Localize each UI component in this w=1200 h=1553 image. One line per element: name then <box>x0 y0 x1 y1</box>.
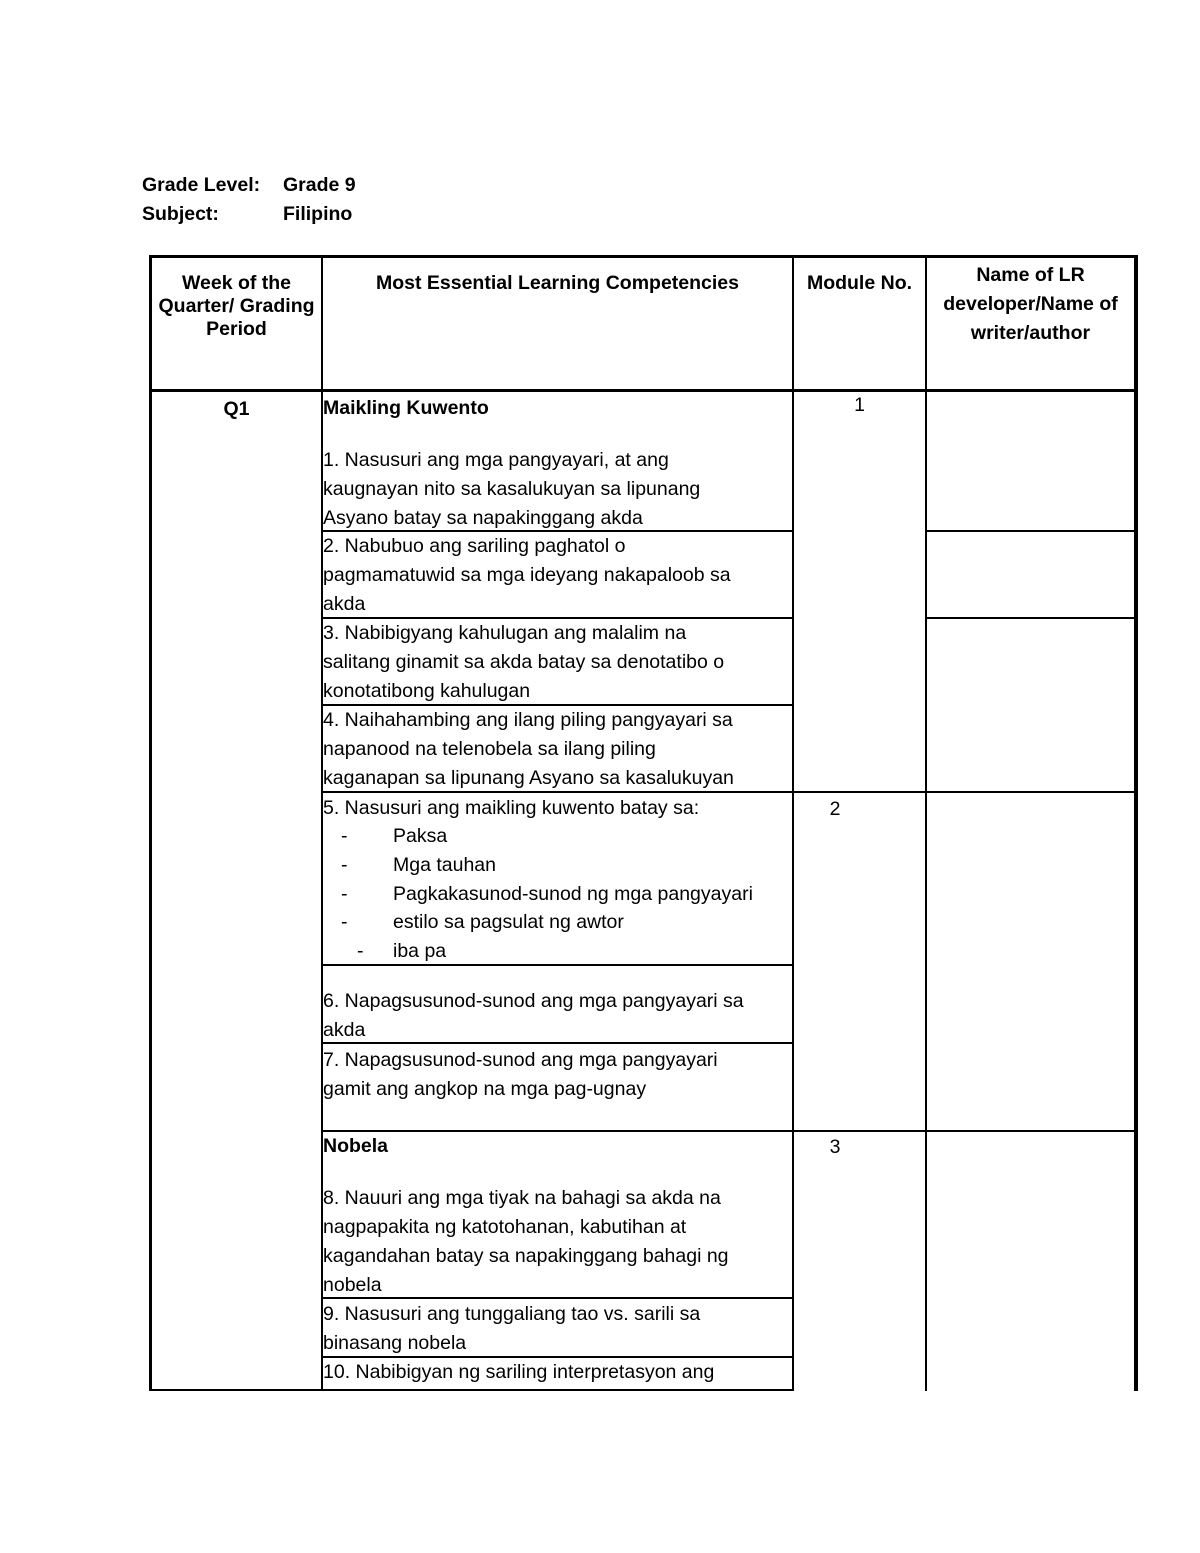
module-number: 1 <box>854 394 865 416</box>
competency-line: gamit ang angkop na mga pag-ugnay <box>323 1078 647 1100</box>
sublist-item: iba pa <box>393 940 447 962</box>
column-divider-3 <box>925 255 927 1391</box>
sublist-item: Mga tauhan <box>393 854 496 876</box>
competency-item <box>323 446 700 533</box>
section-title: Maikling Kuwento <box>323 397 489 419</box>
competency-line: kaugnayan nito sa kasalukuyan sa lipunang <box>323 478 701 500</box>
quarter-label: Q1 <box>223 398 250 420</box>
row-divider <box>925 530 1138 532</box>
sublist-item: Paksa <box>393 825 448 847</box>
dash-bullet: - <box>341 911 348 933</box>
competency-item <box>323 1300 700 1358</box>
competency-item <box>323 1046 718 1104</box>
header-author: Name of LR developer/Name of writer/author <box>943 264 1118 344</box>
competency-line: binasang nobela <box>323 1332 467 1354</box>
row-divider <box>321 964 794 966</box>
competency-line: Asyano batay sa napakinggang akda <box>323 507 643 529</box>
grade-level-value: Grade 9 <box>283 174 356 196</box>
competency-item <box>323 619 724 706</box>
dash-bullet: - <box>341 854 348 876</box>
module-number: 3 <box>829 1136 841 1158</box>
table-border-right <box>1134 255 1138 1391</box>
competency-line: 1. Nasusuri ang mga pangyayari, at ang <box>323 449 669 471</box>
subject-value: Filipino <box>283 203 353 225</box>
competency-line: 6. Napagsusunod-sunod ang mga pangyayari sa <box>323 990 744 1012</box>
competency-item <box>323 794 699 823</box>
competency-item <box>323 532 731 619</box>
row-divider <box>321 1130 1138 1132</box>
competency-line: nobela <box>323 1274 382 1296</box>
competency-line: 2. Nabubuo ang sariling paghatol o <box>323 535 626 557</box>
header-melc: Most Essential Learning Competencies <box>375 272 739 294</box>
competency-line: akda <box>323 593 366 615</box>
competency-item <box>323 987 744 1045</box>
competency-line: 10. Nabibigyan ng sariling interpretasyon ang <box>323 1361 715 1383</box>
competency-line: 4. Naihahambing ang ilang piling pangyayari sa <box>323 709 733 731</box>
competency-line: 5. Nasusuri ang maikling kuwento batay sa: <box>323 797 700 819</box>
competency-line: 7. Napagsusunod-sunod ang mga pangyayari <box>323 1049 718 1071</box>
grade-level-label: Grade Level: <box>142 174 261 196</box>
competency-line: kaganapan sa lipunang Asyano sa kasalukuyan <box>323 767 734 789</box>
row-divider <box>925 617 1138 619</box>
competency-line: 3. Nabibigyang kahulugan ang malalim na <box>323 622 687 644</box>
competency-line: akda <box>323 1019 366 1041</box>
competency-line: 9. Nasusuri ang tunggaliang tao vs. sarili sa <box>323 1303 701 1325</box>
header-bottom-line <box>149 389 1138 392</box>
section-title: Nobela <box>323 1135 389 1157</box>
sublist-item: estilo sa pagsulat ng awtor <box>393 911 624 933</box>
module-number: 2 <box>829 798 841 820</box>
header-week: Week of the Quarter/ Grading Period <box>158 272 315 340</box>
competency-item <box>323 1358 714 1387</box>
competency-line: nagpapakita ng katotohanan, kabutihan at <box>323 1216 687 1238</box>
subject-label: Subject: <box>142 203 219 225</box>
dash-bullet: - <box>357 940 364 962</box>
dash-bullet: - <box>341 883 348 905</box>
dash-bullet: - <box>341 825 348 847</box>
competency-line: 8. Nauuri ang mga tiyak na bahagi sa akda na <box>323 1187 721 1209</box>
competency-line: konotatibong kahulugan <box>323 680 531 702</box>
competency-line: salitang ginamit sa akda batay sa denotatibo o <box>323 651 725 673</box>
competency-item <box>323 706 734 793</box>
sublist-item: Pagkakasunod-sunod ng mga pangyayari <box>393 883 753 905</box>
table-border-left <box>149 255 152 1391</box>
header-module: Module No. <box>806 272 913 294</box>
competency-line: pagmamatuwid sa mga ideyang nakapaloob sa <box>323 564 731 586</box>
competency-line: napanood na telenobela sa ilang piling <box>323 738 656 760</box>
table-border-top <box>149 255 1138 258</box>
competency-item <box>323 1184 729 1300</box>
competency-line: kagandahan batay sa napakinggang bahagi ng <box>323 1245 729 1267</box>
table-bottom-line <box>149 1389 794 1391</box>
